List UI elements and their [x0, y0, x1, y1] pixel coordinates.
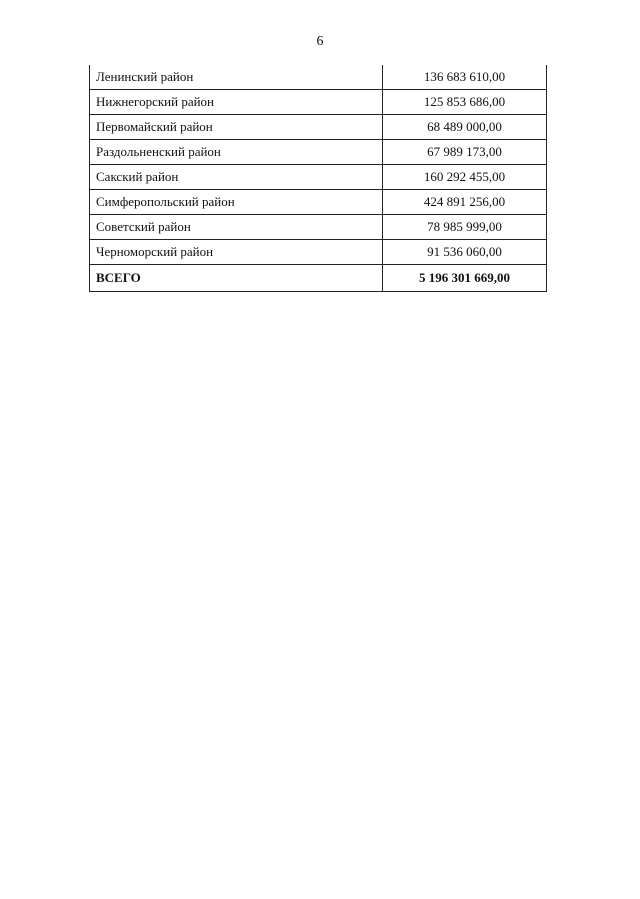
table-row [90, 215, 547, 240]
budget-table [89, 65, 547, 292]
district-name: Сакский район [90, 165, 383, 190]
district-amount: 78 985 999,00 [383, 215, 547, 240]
table-row [90, 240, 547, 265]
total-amount: 5 196 301 669,00 [383, 265, 547, 292]
district-amount: 424 891 256,00 [383, 190, 547, 215]
district-amount: 67 989 173,00 [383, 140, 547, 165]
district-name: Советский район [90, 215, 383, 240]
total-label: ВСЕГО [90, 265, 383, 292]
district-name: Нижнегорский район [90, 90, 383, 115]
district-name: Первомайский район [90, 115, 383, 140]
district-name: Ленинский район [90, 65, 383, 90]
table-row [90, 115, 547, 140]
district-name: Симферопольский район [90, 190, 383, 215]
table-row [90, 90, 547, 115]
district-amount: 125 853 686,00 [383, 90, 547, 115]
district-amount: 136 683 610,00 [383, 65, 547, 90]
table-row [90, 65, 547, 90]
district-amount: 160 292 455,00 [383, 165, 547, 190]
table-row [90, 165, 547, 190]
district-amount: 91 536 060,00 [383, 240, 547, 265]
district-amount: 68 489 000,00 [383, 115, 547, 140]
page-number: 6 [316, 34, 324, 49]
table-row [90, 190, 547, 215]
district-name: Раздольненский район [90, 140, 383, 165]
table-row [90, 140, 547, 165]
total-row [90, 265, 547, 292]
district-name: Черноморский район [90, 240, 383, 265]
